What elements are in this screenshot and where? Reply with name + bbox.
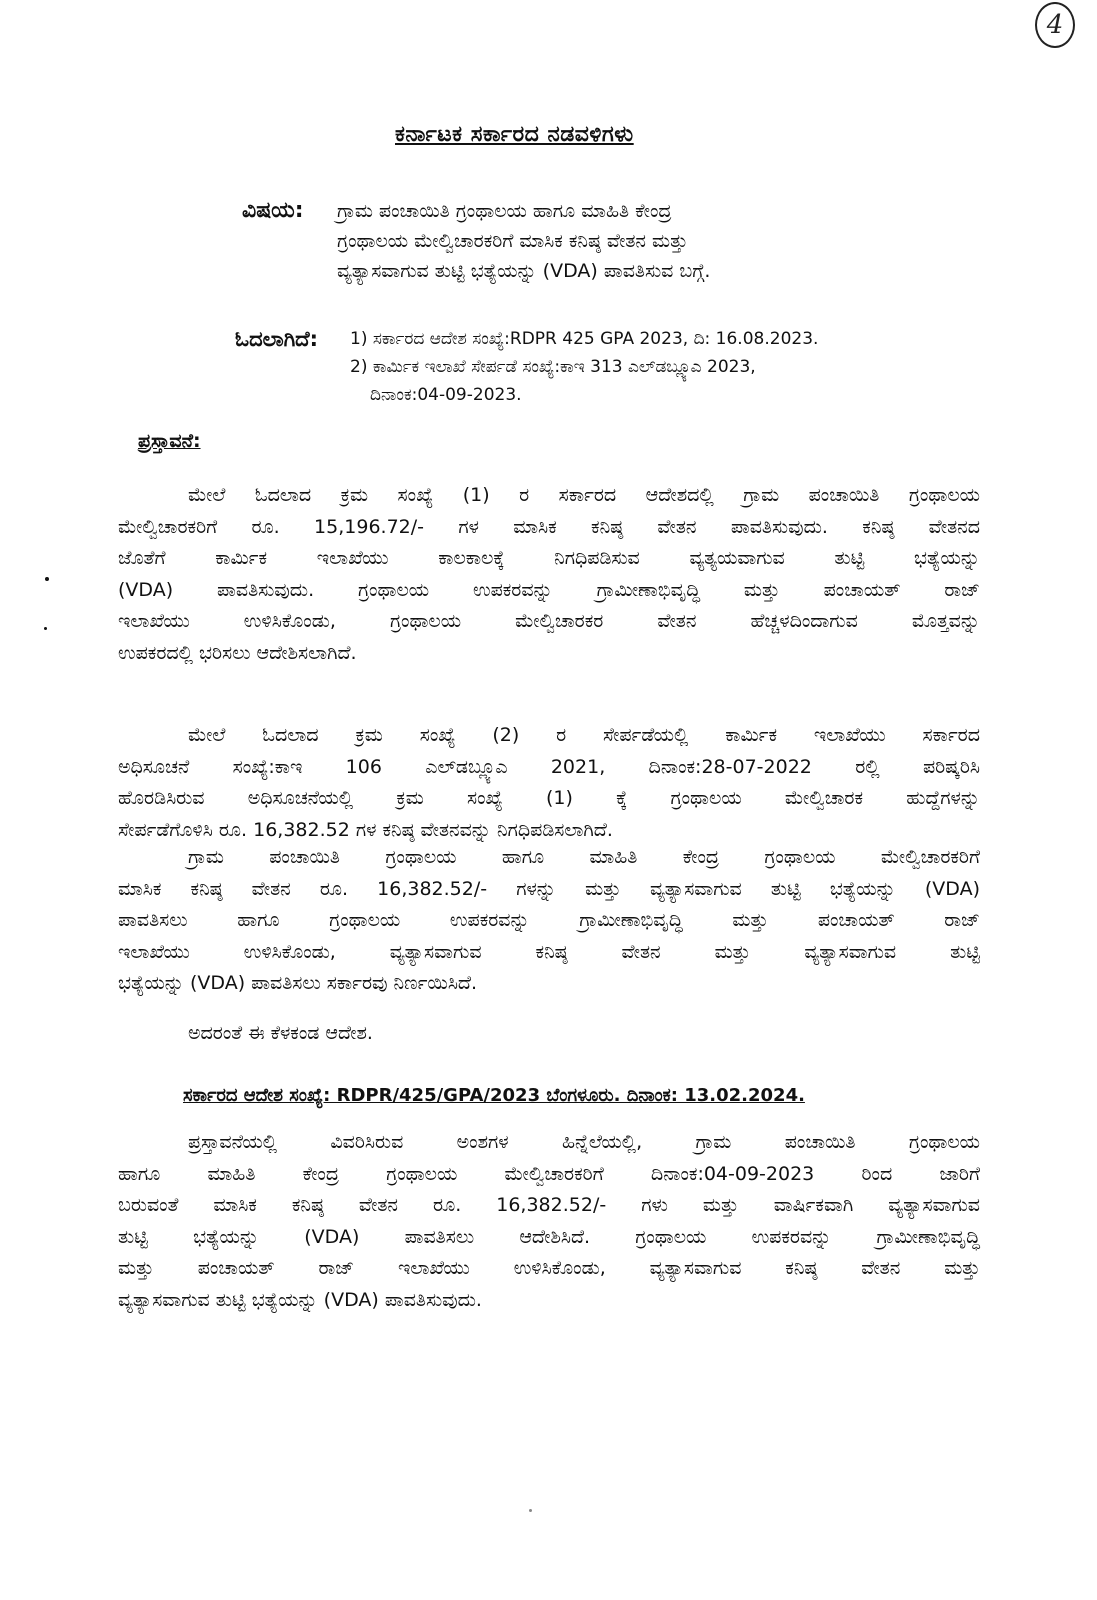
document-title: ಕರ್ನಾಟಕ ಸರ್ಕಾರದ ನಡವಳಿಗಳು <box>395 122 634 147</box>
order-heading: ಸರ್ಕಾರದ ಆದೇಶ ಸಂಖ್ಯೆ: RDPR/425/GPA/2023 ಬೆಂಗಳೂರು. ದಿನಾಂಕ: 13.02.2024. <box>183 1085 805 1106</box>
page-number: 4 <box>1046 10 1064 40</box>
paragraph-line: ಅದರಂತೆ ಈ ಕೆಳಕಂಡ ಆದೇಶ. <box>188 1022 373 1044</box>
subject-block <box>242 196 962 286</box>
paragraph-line: ಹೊರಡಿಸಿರುವ ಅಧಿಸೂಚನೆಯಲ್ಲಿ ಕ್ರಮ ಸಂಖ್ಯೆ (1) ಕ್ಕೆ ಗ್ರಂಥಾಲಯ ಮೇಲ್ವಿಚಾರಕ ಹುದ್ದೆಗಳನ್ನು <box>118 787 980 809</box>
scan-speck <box>44 627 47 630</box>
paragraph-line: ಅಧಿಸೂಚನೆ ಸಂಖ್ಯೆ:ಕಾಇ 106 ಎಲ್‌ಡಬ್ಲ್ಯೂಎ 2021, ದಿನಾಂಕ:28-07-2022 ರಲ್ಲಿ ಪರಿಷ್ಕರಿಸಿ <box>118 755 980 778</box>
references-list <box>350 325 818 409</box>
paragraph-line: ತುಟ್ಟಿ ಭತ್ಯೆಯನ್ನು (VDA) ಪಾವತಿಸಲು ಆದೇಶಿಸಿದೆ. ಗ್ರಂಥಾಲಯ ಉಪಕರವನ್ನು ಗ್ರಾಮೀಣಾಭಿವೃದ್ಧಿ <box>118 1225 980 1248</box>
scan-speck <box>45 577 49 581</box>
paragraph-line: ಗ್ರಾಮ ಪಂಚಾಯಿತಿ ಗ್ರಂಥಾಲಯ ಹಾಗೂ ಮಾಹಿತಿ ಕೇಂದ್ರ ಗ್ರಂಥಾಲಯ ಮೇಲ್ವಿಚಾರಕರಿಗೆ <box>188 846 980 868</box>
paragraph-line: ಮೇಲ್ವಿಚಾರಕರಿಗೆ ರೂ. 15,196.72/- ಗಳ ಮಾಸಿಕ ಕನಿಷ್ಠ ವೇತನ ಪಾವತಿಸುವುದು. ಕನಿಷ್ಠ ವೇತನದ <box>118 515 980 538</box>
paragraph-line: ಬರುವಂತೆ ಮಾಸಿಕ ಕನಿಷ್ಠ ವೇತನ ರೂ. 16,382.52/- ಗಳು ಮತ್ತು ವಾರ್ಷಿಕವಾಗಿ ವ್ಯತ್ಯಾಸವಾಗುವ <box>118 1194 980 1216</box>
paragraph-line: ಇಲಾಖೆಯು ಉಳಿಸಿಕೊಂಡು, ವ್ಯತ್ಯಾಸವಾಗುವ ಕನಿಷ್ಠ ವೇತನ ಮತ್ತು ವ್ಯತ್ಯಾಸವಾಗುವ ತುಟ್ಟಿ <box>118 940 980 963</box>
subject-line: ಗ್ರಂಥಾಲಯ ಮೇಲ್ವಿಚಾರಕರಿಗೆ ಮಾಸಿಕ ಕನಿಷ್ಠ ವೇತನ ಮತ್ತು <box>337 230 688 252</box>
paragraph-line: ಮಾಸಿಕ ಕನಿಷ್ಠ ವೇತನ ರೂ. 16,382.52/- ಗಳನ್ನು ಮತ್ತು ವ್ಯತ್ಯಾಸವಾಗುವ ತುಟ್ಟಿ ಭತ್ಯೆಯನ್ನು (VDA) <box>118 877 980 900</box>
paragraph-line: (VDA) ಪಾವತಿಸುವುದು. ಗ್ರಂಥಾಲಯ ಉಪಕರವನ್ನು ಗ್ರಾಮೀಣಾಭಿವೃದ್ಧಿ ಮತ್ತು ಪಂಚಾಯತ್ ರಾಜ್ <box>118 578 980 601</box>
scan-speck <box>529 1509 532 1512</box>
paragraph-line: ಮೇಲೆ ಓದಲಾದ ಕ್ರಮ ಸಂಖ್ಯೆ (1) ರ ಸರ್ಕಾರದ ಆದೇಶದಲ್ಲಿ ಗ್ರಾಮ ಪಂಚಾಯಿತಿ ಗ್ರಂಥಾಲಯ <box>188 484 980 506</box>
reference-item-1: 1) ಸರ್ಕಾರದ ಆದೇಶ ಸಂಖ್ಯೆ:RDPR 425 GPA 2023, ದಿ: 16.08.2023. <box>350 329 819 349</box>
preamble-paragraph-3 <box>118 842 980 1000</box>
paragraph-line: ಪಾವತಿಸಲು ಹಾಗೂ ಗ್ರಂಥಾಲಯ ಉಪಕರವನ್ನು ಗ್ರಾಮೀಣಾಭಿವೃದ್ಧಿ ಮತ್ತು ಪಂಚಾಯತ್ ರಾಜ್ <box>118 909 980 931</box>
preamble-paragraph-1 <box>118 480 980 669</box>
paragraph-line: ಭತ್ಯೆಯನ್ನು (VDA) ಪಾವತಿಸಲು ಸರ್ಕಾರವು ನಿರ್ಣಯಿಸಿದೆ. <box>118 972 477 994</box>
subject-label: ವಿಷಯ: <box>242 198 304 223</box>
references-block <box>235 325 995 409</box>
preamble-heading: ಪ್ರಸ್ತಾವನೆ: <box>138 430 201 452</box>
reference-item-2: 2) ಕಾರ್ಮಿಕ ಇಲಾಖೆ ಸೇರ್ಪಡೆ ಸಂಖ್ಯೆ:ಕಾಇ 313 ಎಲ್‌ಡಬ್ಲ್ಯೂಎ 2023, <box>350 357 756 377</box>
paragraph-line: ಹಾಗೂ ಮಾಹಿತಿ ಕೇಂದ್ರ ಗ್ರಂಥಾಲಯ ಮೇಲ್ವಿಚಾರಕರಿಗೆ ದಿನಾಂಕ:04-09-2023 ರಿಂದ ಜಾರಿಗೆ <box>118 1162 980 1185</box>
paragraph-line: ಸೇರ್ಪಡೆಗೊಳಿಸಿ ರೂ. 16,382.52 ಗಳ ಕನಿಷ್ಠ ವೇತನವನ್ನು ನಿಗಧಿಪಡಿಸಲಾಗಿದೆ. <box>118 818 613 841</box>
references-label: ಓದಲಾಗಿದೆ: <box>235 327 318 351</box>
preamble-paragraph-4 <box>118 1018 980 1050</box>
subject-line: ಗ್ರಾಮ ಪಂಚಾಯಿತಿ ಗ್ರಂಥಾಲಯ ಹಾಗೂ ಮಾಹಿತಿ ಕೇಂದ್ರ <box>337 200 672 222</box>
paragraph-line: ಇಲಾಖೆಯು ಉಳಿಸಿಕೊಂಡು, ಗ್ರಂಥಾಲಯ ಮೇಲ್ವಿಚಾರಕರ ವೇತನ ಹೆಚ್ಚಳದಿಂದಾಗುವ ಮೊತ್ತವನ್ನು <box>118 610 980 632</box>
subject-line: ವ್ಯತ್ಯಾಸವಾಗುವ ತುಟ್ಟಿ ಭತ್ಯೆಯನ್ನು (VDA) ಪಾವತಿಸುವ ಬಗ್ಗೆ. <box>337 260 711 282</box>
order-paragraph <box>118 1127 980 1316</box>
paragraph-line: ವ್ಯತ್ಯಾಸವಾಗುವ ತುಟ್ಟಿ ಭತ್ಯೆಯನ್ನು (VDA) ಪಾವತಿಸುವುದು. <box>118 1288 482 1311</box>
subject-text <box>337 196 962 286</box>
page-number-circle <box>1035 2 1075 48</box>
paragraph-line: ಜೊತೆಗೆ ಕಾರ್ಮಿಕ ಇಲಾಖೆಯು ಕಾಲಕಾಲಕ್ಕೆ ನಿಗಧಿಪಡಿಸುವ ವ್ಯತ್ಯಯವಾಗುವ ತುಟ್ಟಿ ಭತ್ಯೆಯನ್ನು <box>118 547 980 569</box>
paragraph-line: ಪ್ರಸ್ತಾವನೆಯಲ್ಲಿ ವಿವರಿಸಿರುವ ಅಂಶಗಳ ಹಿನ್ನೆಲೆಯಲ್ಲಿ, ಗ್ರಾಮ ಪಂಚಾಯಿತಿ ಗ್ರಂಥಾಲಯ <box>188 1131 980 1153</box>
paragraph-line: ಉಪಕರದಲ್ಲಿ ಭರಿಸಲು ಆದೇಶಿಸಲಾಗಿದೆ. <box>118 641 357 664</box>
reference-item-2-date: ದಿನಾಂಕ:04-09-2023. <box>370 385 522 405</box>
paragraph-line: ಮತ್ತು ಪಂಚಾಯತ್ ರಾಜ್ ಇಲಾಖೆಯು ಉಳಿಸಿಕೊಂಡು, ವ್ಯತ್ಯಾಸವಾಗುವ ಕನಿಷ್ಠ ವೇತನ ಮತ್ತು <box>118 1257 980 1279</box>
preamble-paragraph-2 <box>118 720 980 846</box>
paragraph-line: ಮೇಲೆ ಓದಲಾದ ಕ್ರಮ ಸಂಖ್ಯೆ (2) ರ ಸೇರ್ಪಡೆಯಲ್ಲಿ ಕಾರ್ಮಿಕ ಇಲಾಖೆಯು ಸರ್ಕಾರದ <box>188 724 980 746</box>
